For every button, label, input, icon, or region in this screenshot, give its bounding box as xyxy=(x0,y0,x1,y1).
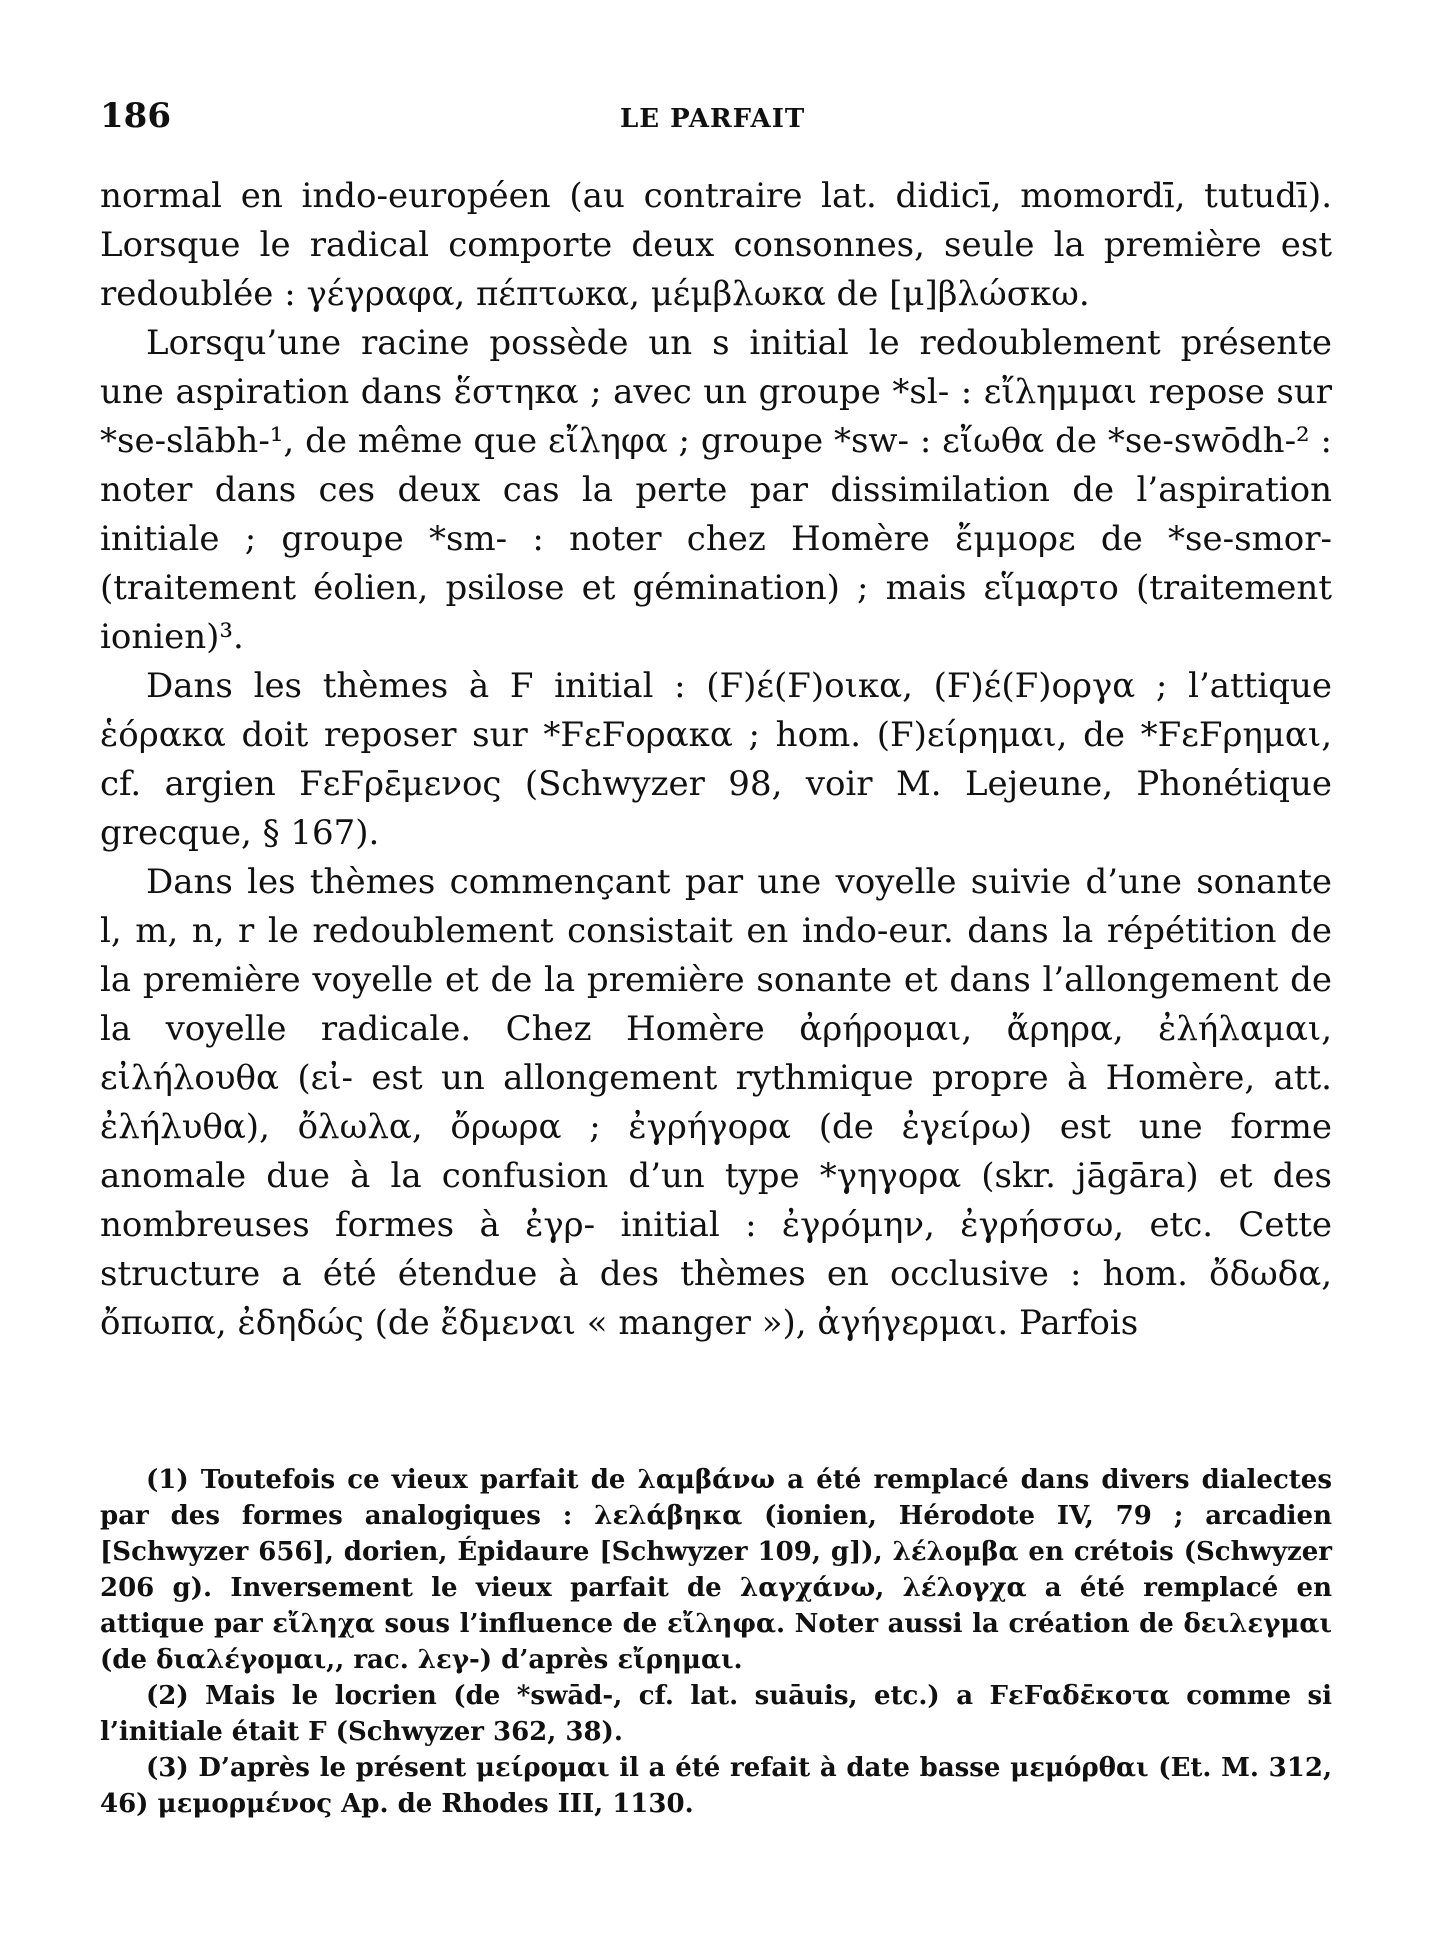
paragraph: normal en indo-européen (au contraire lat. didicī, momordī, tutudī). Lorsque le radical comporte deux consonnes, seule la première est redoublée : γέγραφα, πέπτωκα, μέμβλωκα de [μ]βλώσκω. xyxy=(100,176,1332,314)
footnote: (1) Toutefois ce vieux parfait de λαμβάνω a été remplacé dans divers dialectes par des formes analogiques : λελάβηκα (ionien, Hérodote IV, 79 ; arcadien [Schwyzer 656], dorien, Épidaure [Schwyzer 109, g]), λέλομβα en crétois (Schwyzer 206 g). Inversement le vieux parfait de λαγχάνω, λέλογχα a été remplacé en attique par εἴληχα sous l’influence de εἴληφα. Noter aussi la création de δειλεγμαι (de διαλέγομαι,, rac. λεγ-) d’après εἴρημαι. xyxy=(100,1465,1332,1675)
page-number: 186 xyxy=(100,96,171,136)
footnote: (2) Mais le locrien (de *swād-, cf. lat. suāuis, etc.) a ϜεϜαδε̄κοτα comme si l’initiale était Ϝ (Schwyzer 362, 38). xyxy=(100,1681,1332,1747)
footnote: (3) D’après le présent μείρομαι il a été refait à date basse μεμόρθαι (Et. M. 312, 46) μεμορμένος Ap. de Rhodes III, 1130. xyxy=(100,1753,1332,1819)
paragraph: Dans les thèmes commençant par une voyelle suivie d’une sonante l, m, n, r le redoublement consistait en indo-eur. dans la répétition de la première voyelle et de la première sonante et dans l’allongement de la voyelle radicale. Chez Homère ἀρήρομαι, ἄρηρα, ἐλήλαμαι, εἰλήλουθα (εἰ- est un allongement rythmique propre à Homère, att. ἐλήλυθα), ὄλωλα, ὄρωρα ; ἐγρήγορα (de ἐγείρω) est une forme anomale due à la confusion d’un type *γηγορα (skr. jāgāra) et des nombreuses formes à ἐγρ- initial : ἐγρόμην, ἐγρήσσω, etc. Cette structure a été étendue à des thèmes en occlusive : hom. ὄδωδα, ὄπωπα, ἐδηδώς (de ἔδμεναι « manger »), ἀγήγερμαι. Parfois xyxy=(100,862,1332,1343)
paragraph: Lorsqu’une racine possède un s initial le redoublement présente une aspiration dans ἕστηκα ; avec un groupe *sl- : εἴλημμαι repose sur *se-slābh-¹, de même que εἴληφα ; groupe *sw- : εἴωθα de *se-swōdh-² : noter dans ces deux cas la perte par dissimilation de l’aspiration initiale ; groupe *sm- : noter chez Homère ἔμμορε de *se-smor- (traitement éolien, psilose et gémination) ; mais εἵμαρτο (traitement ionien)³. xyxy=(100,323,1332,657)
running-title: LE PARFAIT xyxy=(620,104,806,134)
page-header xyxy=(100,96,1325,136)
footnotes xyxy=(100,1462,1332,1822)
paragraph: Dans les thèmes à Ϝ initial : (Ϝ)έ(Ϝ)οικα, (Ϝ)έ(Ϝ)οργα ; l’attique ἑόρακα doit reposer sur *ϜεϜορακα ; hom. (Ϝ)είρημαι, de *ϜεϜρημαι, cf. argien ϜεϜρε̄μενος (Schwyzer 98, voir M. Lejeune, Phonétique grecque, § 167). xyxy=(100,666,1332,853)
main-text xyxy=(100,172,1332,1348)
